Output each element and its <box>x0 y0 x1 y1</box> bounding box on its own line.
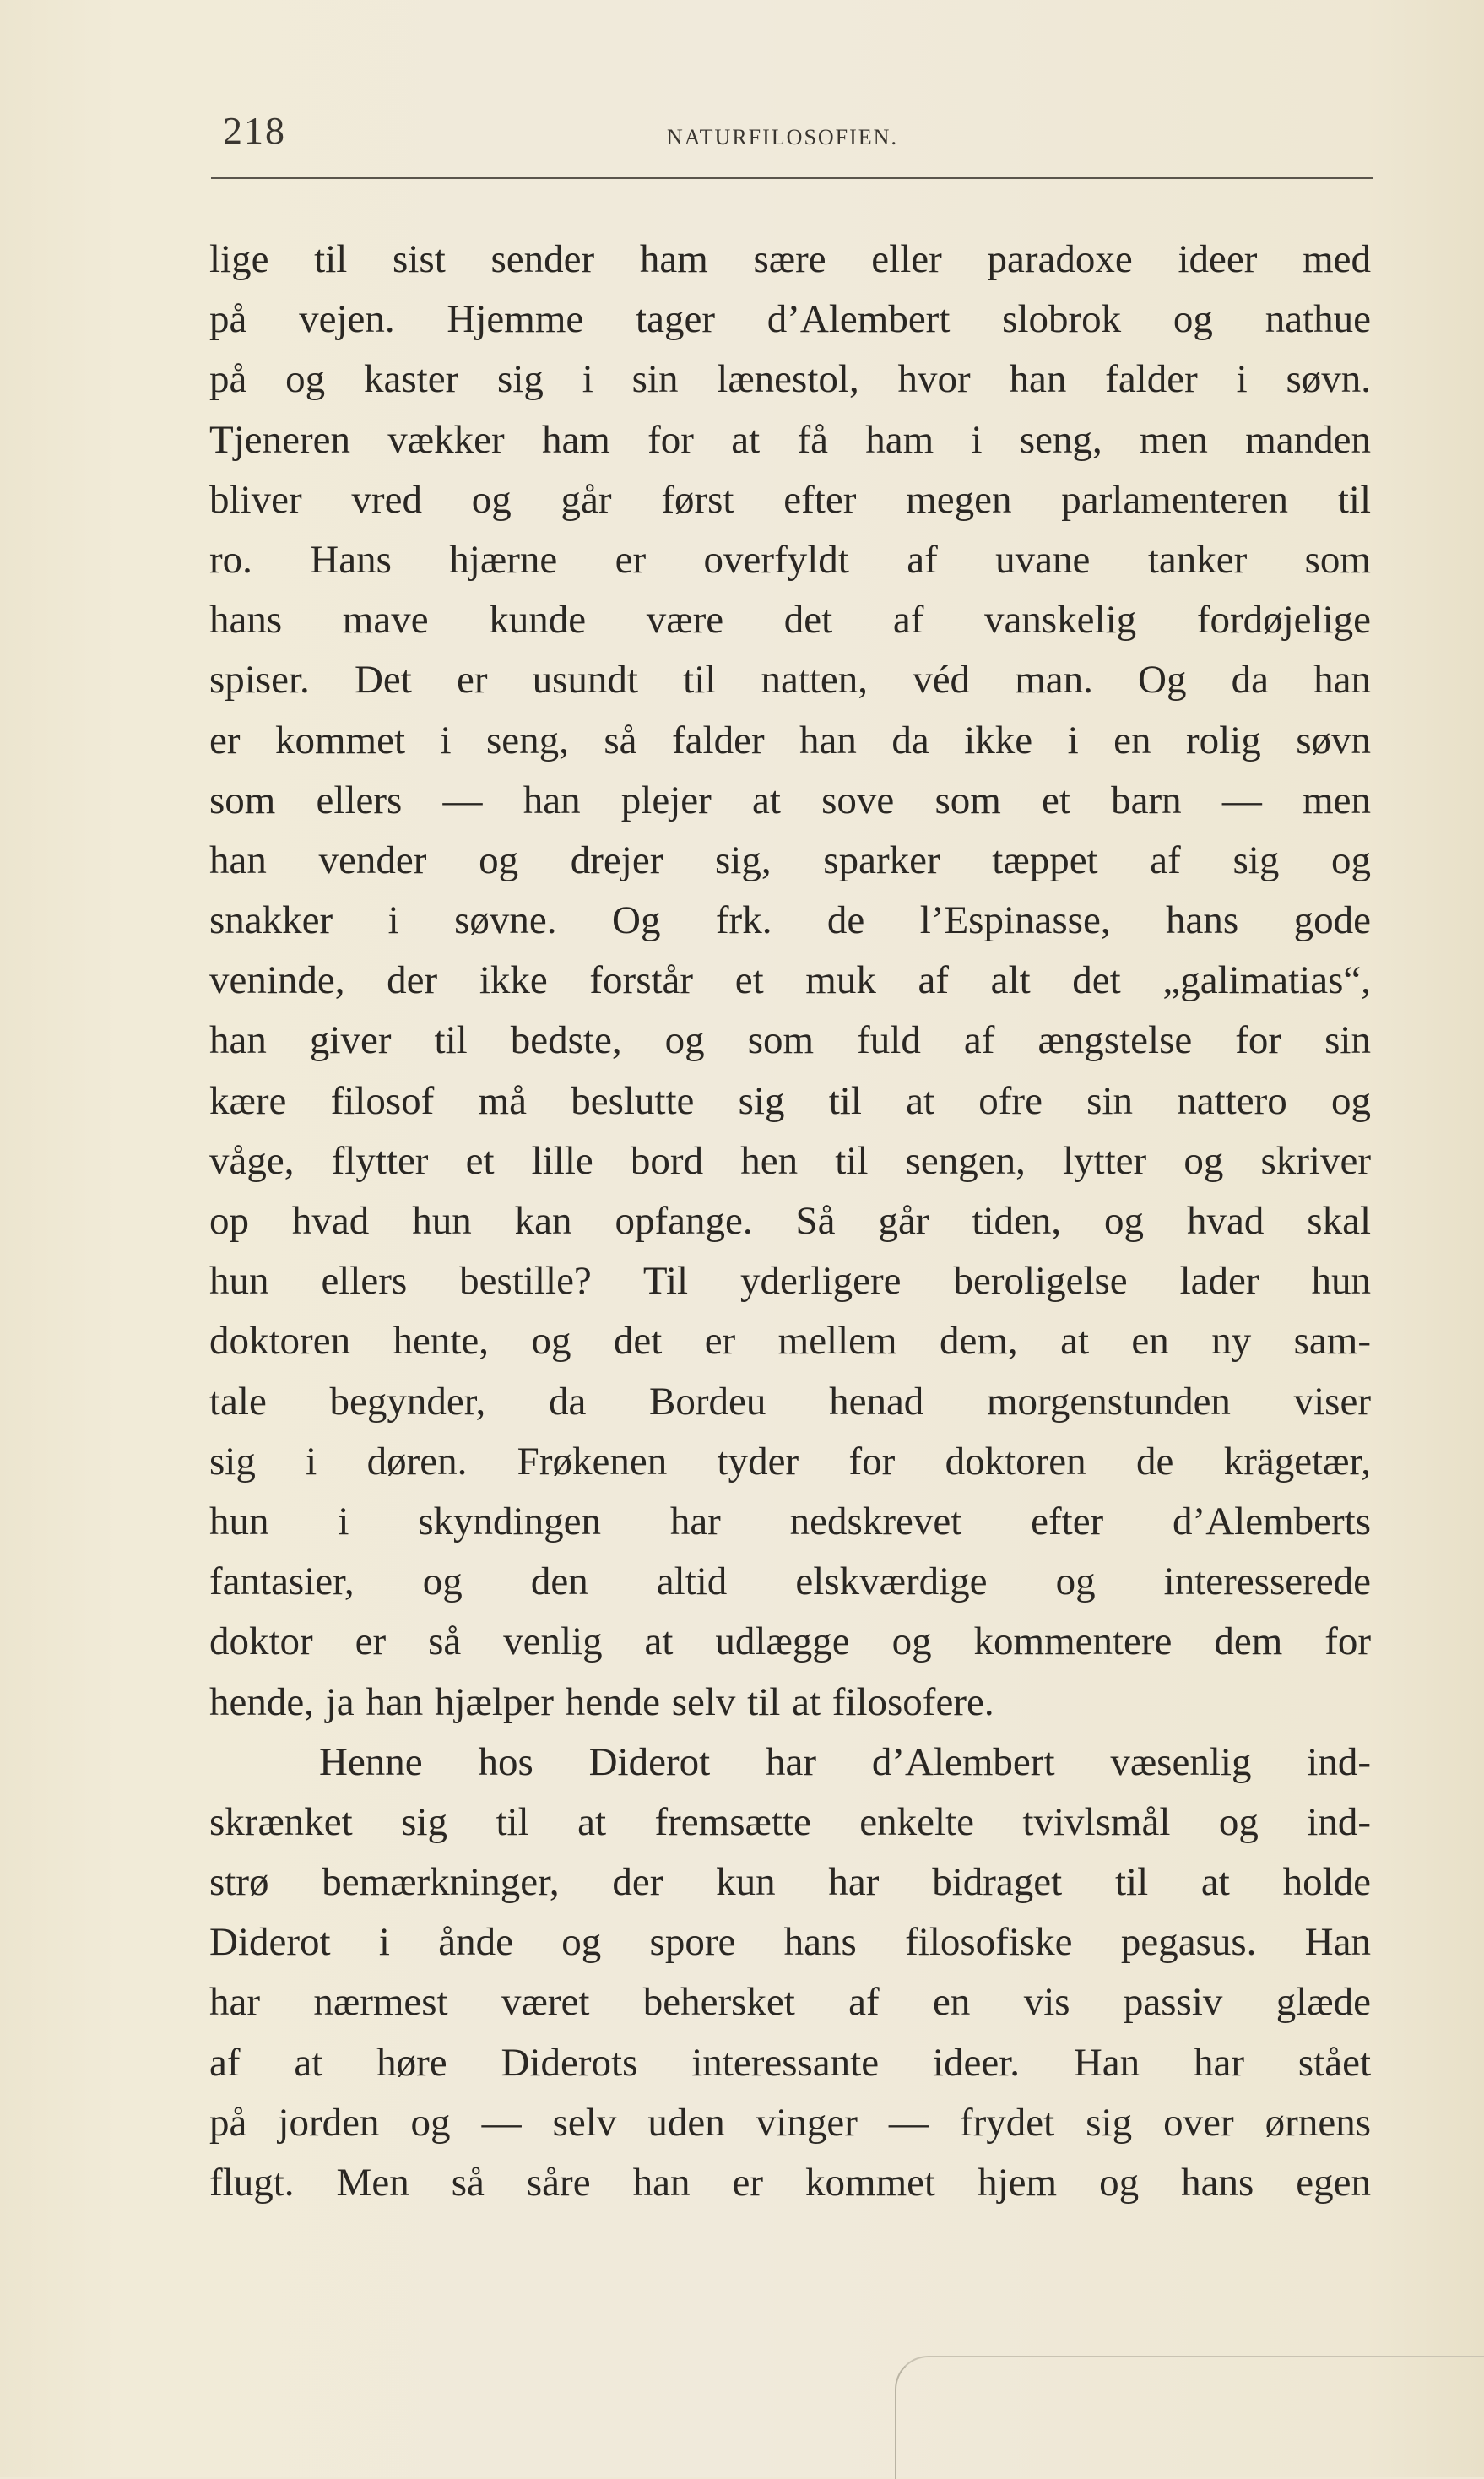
text-line: hans mave kunde være det af vanskelig fordøjelige <box>209 598 1371 643</box>
text-line: på og kaster sig i sin lænestol, hvor han falder i søvn. <box>209 357 1371 402</box>
text-line: han giver til bedste, og som fuld af ængstelse for sin <box>209 1018 1371 1063</box>
text-line: er kommet i seng, så falder han da ikke i en rolig søvn <box>209 718 1371 762</box>
text-line: skrænket sig til at fremsætte enkelte tvivlsmål og ind- <box>209 1799 1371 1844</box>
page-number: 218 <box>223 109 286 152</box>
text-line: på vejen. Hjemme tager d’Alembert slobrok og nathue <box>209 297 1371 342</box>
text-line: ro. Hans hjærne er overfyldt af uvane tanker som <box>209 537 1371 582</box>
running-title: NATURFILOSOFIEN. <box>667 125 898 149</box>
text-line: fantasier, og den altid elskværdige og interesserede <box>209 1560 1371 1604</box>
text-line: snakker i søvne. Og frk. de l’Espinasse, hans gode <box>209 898 1371 943</box>
text-line: strø bemærkninger, der kun har bidraget til at holde <box>209 1860 1371 1905</box>
text-line: har nærmest været behersket af en vis passiv glæde <box>209 1980 1371 2025</box>
text-line: af at høre Diderots interessante ideer. Han har stået <box>209 2040 1371 2085</box>
text-line: spiser. Det er usundt til natten, véd man. Og da han <box>209 658 1371 702</box>
paragraph-start-line: Henne hos Diderot har d’Alembert væsenlig ind- <box>319 1739 1371 1784</box>
text-line: tale begynder, da Bordeu henad morgenstunden viser <box>209 1379 1371 1424</box>
scan-corner-mark <box>895 2356 1484 2479</box>
text-line: veninde, der ikke forstår et muk af alt det „galimatias“, <box>209 958 1371 1003</box>
body-text <box>209 230 1371 2213</box>
text-line: doktor er så venlig at udlægge og kommentere dem for <box>209 1619 1371 1664</box>
text-line: som ellers — han plejer at sove som et barn — men <box>209 778 1371 822</box>
text-line: kære filosof må beslutte sig til at ofre sin nattero og <box>209 1078 1371 1123</box>
paragraph-end-line: hende, ja han hjælper hende selv til at filosofere. <box>209 1679 994 1724</box>
text-line: lige til sist sender ham sære eller paradoxe ideer med <box>209 237 1371 281</box>
text-line: doktoren hente, og det er mellem dem, at en ny sam- <box>209 1319 1371 1364</box>
header-rule <box>211 177 1373 179</box>
text-line: våge, flytter et lille bord hen til sengen, lytter og skriver <box>209 1138 1371 1183</box>
text-line: Tjeneren vækker ham for at få ham i seng, men manden <box>209 417 1371 462</box>
text-line: sig i døren. Frøkenen tyder for doktoren de krägetær, <box>209 1439 1371 1484</box>
text-line: hun ellers bestille? Til yderligere beroligelse lader hun <box>209 1259 1371 1304</box>
text-line: hun i skyndingen har nedskrevet efter d’Alemberts <box>209 1499 1371 1543</box>
text-line: på jorden og — selv uden vinger — frydet sig over ørnens <box>209 2100 1371 2145</box>
text-line: op hvad hun kan opfange. Så går tiden, og hvad skal <box>209 1199 1371 1243</box>
text-line: han vender og drejer sig, sparker tæppet af sig og <box>209 838 1371 882</box>
text-line: flugt. Men så såre han er kommet hjem og hans egen <box>209 2161 1371 2205</box>
text-line: Diderot i ånde og spore hans filosofiske pegasus. Han <box>209 1920 1371 1965</box>
text-line: bliver vred og går først efter megen parlamenteren til <box>209 477 1371 522</box>
